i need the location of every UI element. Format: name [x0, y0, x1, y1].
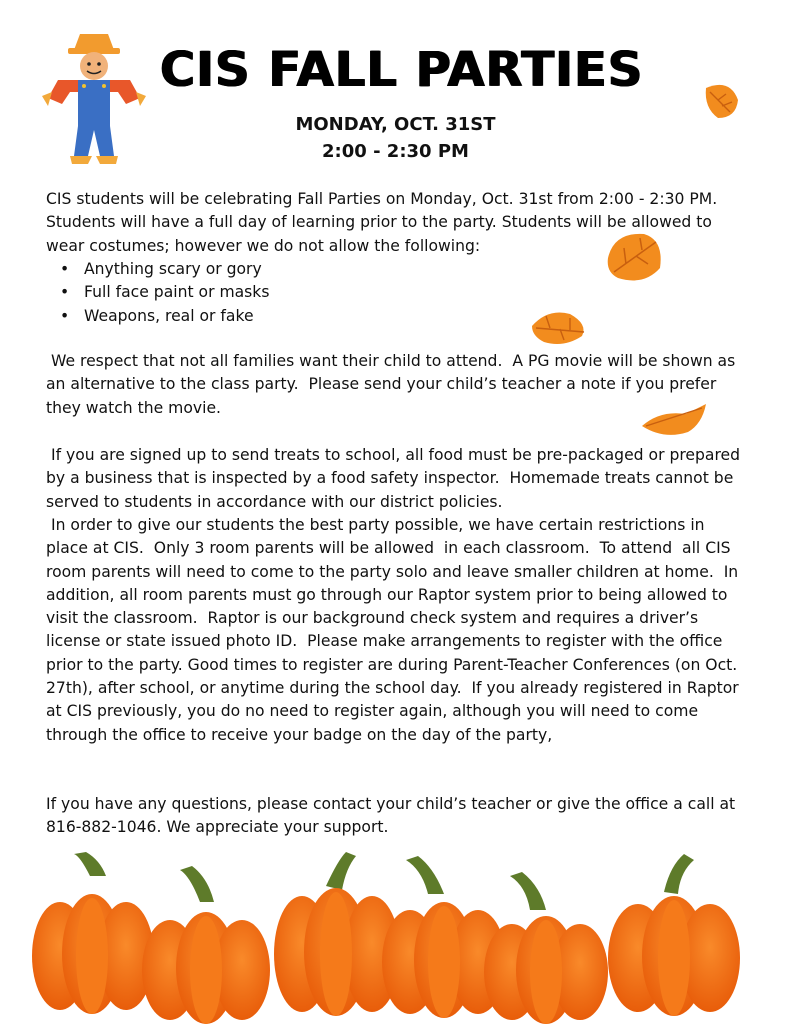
pumpkin-icon: [32, 852, 154, 1014]
intro-paragraph: CIS students will be celebrating Fall Parties on Monday, Oct. 31st from 2:00 - 2:30 PM. Students will have a full day of learning prior to the party. Students will be allowed to wear costumes; however we do not allow the following:: [46, 190, 718, 255]
pumpkin-icon: [142, 866, 270, 1024]
pumpkin-icon: [484, 872, 608, 1024]
page-title: CIS FALL PARTIES: [160, 42, 644, 98]
pumpkin-row: [30, 846, 750, 1024]
party-date: [0, 114, 791, 135]
party-time-text: 2:00 - 2:30 PM: [322, 141, 469, 162]
autumn-leaf-icon: [700, 78, 742, 122]
autumn-leaf-icon: [604, 228, 666, 286]
contact-paragraph: If you have any questions, please contact your child’s teacher or give the office a call at 816-882-1046. We appreciate your support.: [46, 795, 736, 837]
pumpkin-icon: [274, 852, 400, 1016]
list-item: • Anything scary or gory: [60, 258, 269, 281]
list-item: • Full face paint or masks: [60, 281, 269, 304]
list-item: • Weapons, real or fake: [60, 305, 269, 328]
treats-paragraph: If you are signed up to send treats to school, all food must be pre-packaged or prepared by a business that is inspected by a food safety inspector. Homemade treats cannot be served to students in accordance with our district policies.: [46, 446, 745, 511]
pumpkin-icon: [608, 854, 740, 1016]
not-allowed-list: [60, 258, 269, 328]
autumn-leaf-icon: [530, 306, 590, 348]
party-time: [0, 141, 791, 162]
party-date-text: MONDAY, OCT. 31ST: [295, 114, 496, 135]
movie-paragraph: We respect that not all families want their child to attend. A PG movie will be shown as an alternative to the class party. Please send your child’s teacher a note if you prefer they watch the movie.: [46, 352, 741, 417]
autumn-leaf-icon: [640, 400, 708, 440]
restrictions-paragraph: In order to give our students the best party possible, we have certain restrictions in place at CIS. Only 3 room parents will be allowed in each classroom. To attend all CIS room parents will need to come to the party solo and leave smaller children at home. In addition, all room parents must go through our Raptor system prior to being allowed to visit the classroom. Raptor is our background check system and requires a driver’s license or state issued photo ID. Please make arrangements to register with the office prior to the party. Good times to register are during Parent-Teacher Conferences (on Oct. 27th), after school, or anytime during the school day. If you already registered in Raptor at CIS previously, you do no need to register again, although you will need to come through the office to receive your badge on the day of the party,: [46, 516, 744, 744]
